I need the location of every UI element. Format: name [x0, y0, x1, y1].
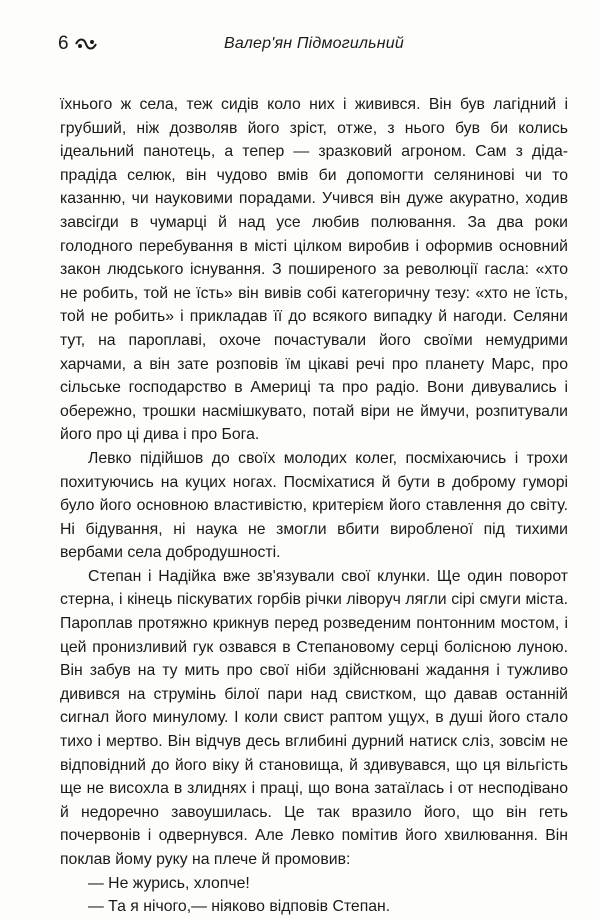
dialogue-line-2: — Та я нічого,— ніяково відповів Степан. [88, 898, 391, 916]
paragraph-3: Степан і Надійка вже зв'язували свої клунки. Ще один поворот стерна, і кінець піскуватих горбів річки ліворуч лягли сірі смуги міста. Пароплав протяжно крикнув перед розведеним понтонним мостом, і цей пронизливий гук озвався в Степановому серці болісною луною. Він забув на ту мить про свої ніби здійснювані жадання і тужливо дивився на струмінь білої пари над свистком, що давав останній сигнал його минулому. І коли свист раптом ущух, в душі його стало тихо і мертво. Він відчув десь вглибині дурний натиск сліз, зовсім не відповідний до його віку й становища, й здивувався, що ця вільгість ще не висохла в злиднях і праці, що вона затаїлась і от несподівано й недоречно завоушилась. Це так вразило його, що він геть почервонів і одвернувся. Але Левко помітив його хвилювання. Він поклав йому руку на плече й промовив: [60, 567, 568, 868]
paragraph-2: Левко підійшов до своїх молодих колег, посміхаючись і трохи похитуючись на куцих ногах. Посміхатися й бути в доброму гуморі було його основною властивістю, критерієм його ставлення до світу. Ні бідування, ні наука не змогли вбити виробленої під тихими вербами села добродушності. [60, 449, 568, 562]
running-head [58, 32, 570, 56]
dialogue-line-1: — Не журись, хлопче! [88, 874, 250, 892]
body-text [60, 93, 568, 919]
page-number: 6 [58, 33, 69, 54]
running-title: Валер'ян Підмогильний [224, 35, 404, 52]
paragraph-1: їхнього ж села, теж сидів коло них і живився. Він був лагідний і грубший, ніж дозволяв його зріст, отже, з нього був би колись ідеальний панотець, а тепер — зразковий агроном. Сам з діда-прадіда селюк, він чудово вмів би допомогти селянинові чи то казанню, чи науковими порадами. Учився він дуже акуратно, ходив завсігди в чумарці й над усе любив полювання. За два роки голодного перебування в місті цілком виробив і оформив основний закон людського існування. З поширеного за революції гасла: «хто не робить, той не їсть» він вивів собі категоричну тезу: «хто не їсть, той не робить» і прикладав її до всякого випадку й нагоди. Селяни тут, на пароплаві, охоче почастували його своїми немудрими харчами, а він зате розповів їм цікаві речі про планету Марс, про сільське господарство в Америці та про радіо. Вони дивувались і обережно, трошки насмішкувато, потай віри не ймучи, розпитували його про ці дива і про Бога. [60, 96, 568, 444]
